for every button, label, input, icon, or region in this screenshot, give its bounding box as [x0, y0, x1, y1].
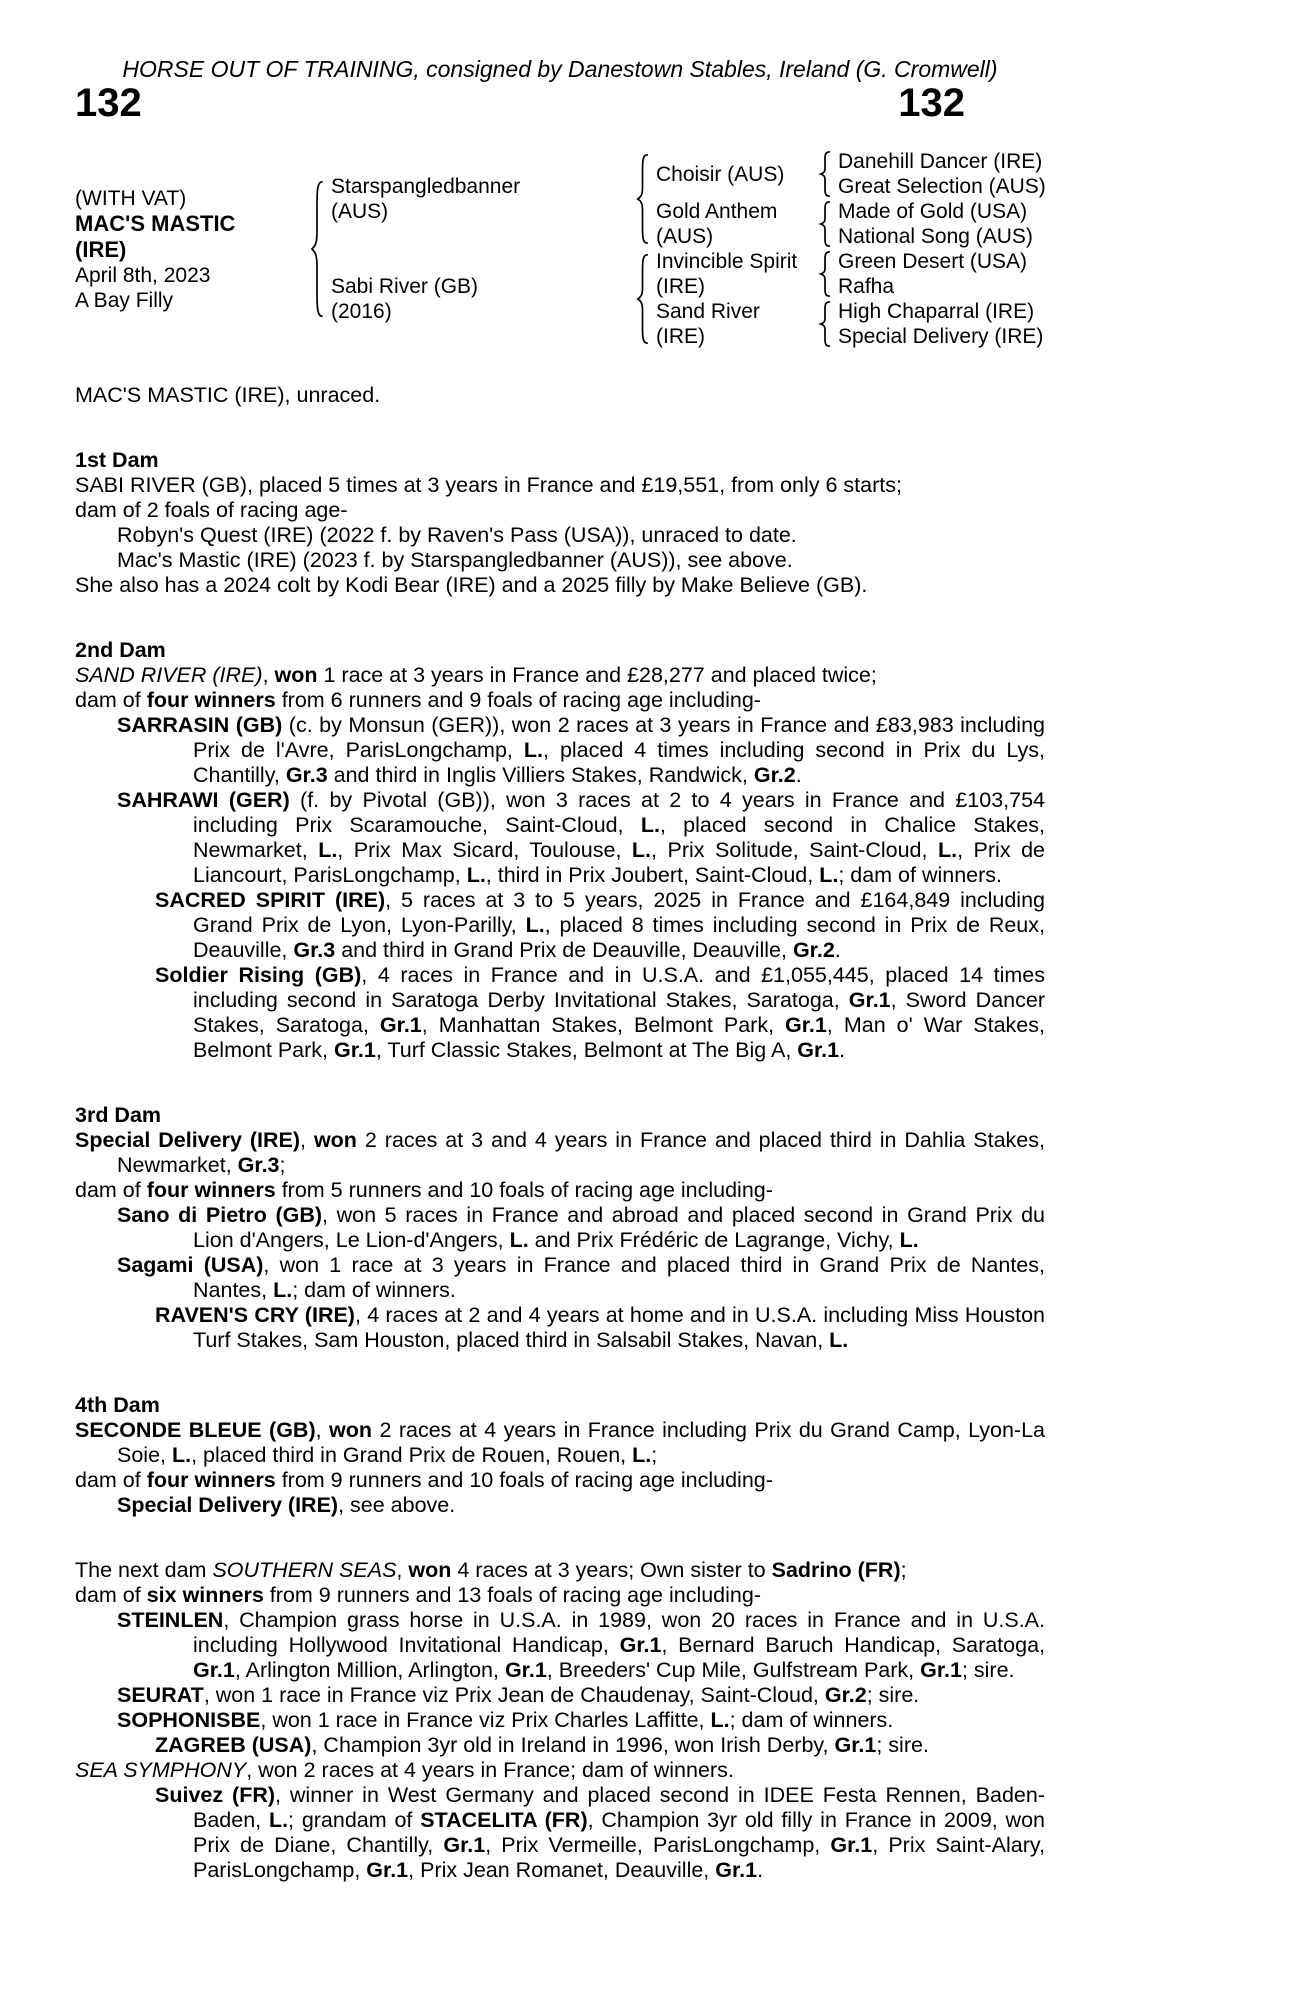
text-run: Robyn's Quest (IRE) (2022 f. by Raven's Pass (USA)), unraced to date.	[117, 523, 797, 547]
text-run: from 9 runners and 10 foals of racing age including-	[275, 1468, 773, 1492]
text-run: L.	[640, 813, 660, 837]
text-run: Gr.2	[792, 938, 835, 962]
catalogue-paragraph	[75, 888, 1045, 963]
pedigree-group	[656, 149, 1050, 199]
catalogue-paragraph	[75, 1733, 1045, 1758]
pedigree-group	[656, 199, 1050, 249]
text-run: Gr.1	[785, 1013, 827, 1037]
text-run: , won 2 races at 4 years in France; dam of winners.	[246, 1758, 734, 1782]
text-run: L.	[819, 863, 839, 887]
text-run: ; grandam of	[288, 1808, 421, 1832]
catalogue-paragraph	[75, 548, 1045, 573]
ancestor-name: Special Delivery (IRE)	[838, 325, 1044, 348]
text-run: Gr.1	[366, 1858, 409, 1882]
text-run: , 5 races at 3 to 5 years, 2025 in France and £164,849 including Grand Prix de Lyon, Lyon-Parilly,	[193, 888, 1045, 937]
text-run: .	[757, 1858, 764, 1882]
text-run: , won 1 race in France viz Prix Charles Laffitte,	[260, 1708, 711, 1732]
text-run: , won 5 races in France and abroad and placed second in Grand Prix du Lion d'Angers, Le Lion-d'Angers,	[193, 1203, 1045, 1252]
text-run: 2nd Dam	[75, 638, 166, 662]
catalogue-paragraph	[75, 498, 1045, 523]
section-heading	[75, 1393, 1045, 1418]
ancestor-name	[656, 162, 806, 187]
pedigree-brace-icon	[818, 251, 832, 297]
pedigree-brace-icon	[818, 151, 832, 197]
ancestor-name-line2: (IRE)	[656, 275, 705, 298]
text-run: L.	[466, 863, 486, 887]
catalogue-paragraph	[75, 473, 1045, 498]
dam-name-line2: (2016)	[331, 300, 392, 323]
text-run: ;	[900, 1558, 907, 1582]
text-run: L.	[268, 1808, 289, 1832]
text-run: , 4 races in France and in U.S.A. and £1,055,445, placed 14 times including second in Saratoga Derby Invitational Stakes, Saratoga,	[193, 963, 1046, 1012]
catalogue-paragraph	[75, 383, 1045, 408]
ancestor-name: National Song (AUS)	[838, 225, 1033, 248]
pedigree-pair	[838, 149, 1050, 199]
text-run: 3rd Dam	[75, 1103, 162, 1127]
text-run: won	[408, 1558, 452, 1582]
text-run: 2 races at 3 and 4 years in France and placed third in Dahlia Stakes, Newmarket,	[117, 1128, 1045, 1177]
lot-number-row	[75, 83, 965, 123]
catalogue-paragraph	[75, 788, 1045, 888]
text-run: ,	[300, 1128, 314, 1152]
text-run: , Champion grass horse in U.S.A. in 1989, won 20 races in France and in U.S.A. including Hollywood Invitational Handicap,	[193, 1608, 1045, 1657]
text-run: 4th Dam	[75, 1393, 160, 1417]
text-run: Gr.1	[830, 1833, 873, 1857]
text-run: STEINLEN	[117, 1608, 224, 1632]
dam-group	[331, 249, 1050, 349]
text-run: SECONDE BLEUE (GB)	[75, 1418, 316, 1442]
text-run: L.	[523, 738, 543, 762]
ancestor-name: High Chaparral (IRE)	[838, 300, 1035, 323]
text-run: , placed third in Grand Prix de Rouen, Rouen,	[191, 1443, 633, 1467]
text-run: , Manhattan Stakes, Belmont Park,	[421, 1013, 786, 1037]
text-run: L.	[632, 1443, 652, 1467]
text-run: Special Delivery (IRE)	[75, 1128, 301, 1152]
text-run: Gr.1	[715, 1858, 758, 1882]
text-run: L.	[829, 1328, 849, 1352]
text-run: ,	[262, 663, 275, 687]
generation-1-column	[331, 149, 1050, 349]
catalogue-paragraph	[75, 1583, 1045, 1608]
text-run: ZAGREB (USA)	[155, 1733, 312, 1757]
ancestor-name-line1: Invincible Spirit	[656, 250, 798, 273]
section-heading	[75, 1103, 1045, 1128]
text-run: Sano di Pietro (GB)	[117, 1203, 323, 1227]
text-run: Gr.3	[285, 763, 328, 787]
text-run: L.	[631, 838, 652, 862]
text-run: SEA SYMPHONY	[75, 1758, 247, 1782]
text-run: Sadrino (FR)	[771, 1558, 901, 1582]
text-run: Gr.1	[193, 1658, 235, 1682]
catalogue-paragraph	[75, 1203, 1045, 1253]
horse-details	[75, 186, 303, 313]
text-run: , placed second in Chalice Stakes, Newmarket,	[193, 813, 1045, 862]
text-run: ,	[396, 1558, 409, 1582]
text-run: from 5 runners and 10 foals of racing age including-	[275, 1178, 773, 1202]
pedigree-pair	[838, 199, 1050, 249]
text-run: ; dam of winners.	[292, 1278, 456, 1302]
text-run: Gr.1	[443, 1833, 486, 1857]
text-run: L.	[710, 1708, 730, 1732]
text-run: , Arlington Million, Arlington,	[234, 1658, 505, 1682]
text-run: ,	[315, 1418, 330, 1442]
text-run: L.	[509, 1228, 529, 1252]
text-run: Gr.1	[797, 1038, 840, 1062]
text-run: , Man o' War Stakes, Belmont Park,	[193, 1013, 1045, 1062]
text-run: RAVEN'S CRY (IRE)	[155, 1303, 355, 1327]
text-run: 4 races at 3 years; Own sister to	[451, 1558, 772, 1582]
text-run: .	[839, 1038, 846, 1062]
section-heading	[75, 638, 1045, 663]
text-run: ; dam of winners.	[729, 1708, 894, 1732]
text-run: , won 1 race at 3 years in France and placed third in Grand Prix de Nantes, Nantes,	[193, 1253, 1045, 1302]
text-run: MAC'S MASTIC (IRE), unraced.	[75, 383, 381, 407]
text-run: and third in Grand Prix de Deauville, Deauville,	[335, 938, 793, 962]
text-run: SARRASIN (GB)	[117, 713, 283, 737]
text-run: ; sire.	[866, 1683, 920, 1707]
ancestor-name-line1: Sand River (IRE)	[656, 300, 760, 348]
text-run: , Champion 3yr old in Ireland in 1996, won Irish Derby,	[311, 1733, 835, 1757]
text-run: ; sire.	[876, 1733, 929, 1757]
text-run: Gr.2	[824, 1683, 867, 1707]
text-run: , placed 4 times including second in Prix du Lys, Chantilly,	[193, 738, 1045, 787]
text-run: , Prix Max Sicard, Toulouse,	[337, 838, 632, 862]
text-run: (c. by Monsun (GER)), won 2 races at 3 years in France and £83,983 including Prix de l'Avre, ParisLongchamp,	[193, 713, 1045, 762]
catalogue-paragraph	[75, 1178, 1045, 1203]
lot-number-left: 132	[75, 81, 142, 125]
consignment-line: HORSE OUT OF TRAINING, consigned by Danestown Stables, Ireland (G. Cromwell)	[122, 56, 998, 82]
catalogue-paragraph	[75, 1608, 1045, 1683]
text-run: , Champion 3yr old filly in France in 2009, won Prix de Diane, Chantilly,	[193, 1808, 1045, 1857]
text-run: from 6 runners and 9 foals of racing age including-	[275, 688, 761, 712]
pedigree-brace-icon	[309, 179, 325, 319]
text-run: L.	[318, 838, 338, 862]
text-run: 1 race at 3 years in France and £28,277 and placed twice;	[317, 663, 877, 687]
text-run: Special Delivery (IRE)	[117, 1493, 339, 1517]
text-run: ; dam of winners.	[838, 863, 1003, 887]
text-run: L.	[171, 1443, 192, 1467]
text-run: SOUTHERN SEAS	[212, 1558, 397, 1582]
text-run: four winners	[146, 1468, 276, 1492]
text-run: STACELITA (FR)	[420, 1808, 588, 1832]
text-run: , Breeders' Cup Mile, Gulfstream Park,	[546, 1658, 921, 1682]
sire-name-line2: (AUS)	[331, 200, 389, 223]
catalogue-paragraph	[75, 1683, 1045, 1708]
text-run: dam of	[75, 1178, 147, 1202]
lot-number-right: 132	[898, 81, 965, 125]
text-run: SABI RIVER (GB), placed 5 times at 3 years in France and £19,551, from only 6 starts;	[75, 473, 902, 497]
text-run: .	[834, 938, 841, 962]
text-run: , Sword Dancer Stakes, Saratoga,	[193, 988, 1045, 1037]
ancestor-name: Great Selection (AUS)	[838, 175, 1046, 198]
pedigree-pair	[838, 249, 1050, 299]
catalogue-paragraph	[75, 1468, 1045, 1493]
catalogue-paragraph	[75, 1558, 1045, 1583]
text-run: four winners	[146, 1178, 276, 1202]
text-run: , Prix Saint-Alary, ParisLongchamp,	[193, 1833, 1045, 1882]
text-run: dam of	[75, 1468, 147, 1492]
catalogue-paragraph	[75, 1708, 1045, 1733]
text-run: L.	[525, 913, 545, 937]
text-run: 2 races at 4 years in France including Prix du Grand Camp, Lyon-La Soie,	[117, 1418, 1045, 1467]
vat-note: (WITH VAT)	[75, 186, 187, 210]
text-run: ;	[651, 1443, 658, 1467]
pedigree-group	[656, 249, 1050, 299]
ancestor-name: Green Desert (USA)	[838, 250, 1028, 273]
text-run: , Bernard Baruch Handicap, Saratoga,	[661, 1633, 1046, 1657]
text-run: , Prix Vermeille, ParisLongchamp,	[485, 1833, 831, 1857]
text-run: Sagami (USA)	[117, 1253, 264, 1277]
text-run: won	[329, 1418, 373, 1442]
catalogue-paragraph	[75, 1303, 1045, 1353]
pedigree-brace-icon	[818, 301, 832, 347]
text-run: Gr.1	[334, 1038, 376, 1062]
text-run: Gr.3	[237, 1153, 280, 1177]
dam-name-line1: Sabi River (GB)	[331, 275, 479, 298]
text-run: , won 1 race in France viz Prix Jean de Chaudenay, Saint-Cloud,	[203, 1683, 825, 1707]
text-run: L.	[273, 1278, 293, 1302]
catalogue-paragraph	[75, 1253, 1045, 1303]
ancestor-name: Rafha	[838, 275, 895, 298]
catalogue-paragraph	[75, 663, 1045, 688]
dam-name	[331, 274, 543, 324]
text-run: and third in Inglis Villiers Stakes, Randwick,	[327, 763, 754, 787]
catalogue-paragraph	[75, 713, 1045, 788]
sire-parents-column	[656, 149, 1050, 249]
text-run: , third in Prix Joubert, Saint-Cloud,	[485, 863, 820, 887]
text-run: , Turf Classic Stakes, Belmont at The Big A,	[375, 1038, 798, 1062]
text-run: dam of	[75, 688, 147, 712]
text-run: SAHRAWI (GER)	[117, 788, 290, 812]
section-heading	[75, 448, 1045, 473]
pedigree-group	[656, 299, 1050, 349]
sire-name	[331, 174, 543, 224]
text-run: ; sire.	[961, 1658, 1015, 1682]
text-run: She also has a 2024 colt by Kodi Bear (IRE) and a 2025 filly by Make Believe (GB).	[75, 573, 868, 597]
catalogue-paragraph	[75, 963, 1045, 1063]
text-run: dam of	[75, 1583, 147, 1607]
catalogue-paragraph	[75, 523, 1045, 548]
text-run: dam of 2 foals of racing age-	[75, 498, 348, 522]
text-run: won	[274, 663, 318, 687]
text-run: SAND RIVER (IRE)	[75, 663, 263, 687]
text-run: four winners	[146, 688, 276, 712]
ancestor-name: Danehill Dancer (IRE)	[838, 150, 1043, 173]
catalogue-paragraph	[75, 1758, 1045, 1783]
ancestor-name	[656, 199, 806, 249]
text-run: The next dam	[75, 1558, 213, 1582]
text-run: Gr.2	[753, 763, 796, 787]
text-run: ;	[279, 1153, 286, 1177]
ancestor-name-line1: Choisir (AUS)	[656, 162, 785, 186]
catalogue-paragraph	[75, 1493, 1045, 1518]
text-run: Gr.1	[504, 1658, 547, 1682]
catalogue-paragraph	[75, 1418, 1045, 1468]
pedigree-brace-icon	[635, 153, 650, 245]
text-run: , Prix Jean Romanet, Deauville,	[408, 1858, 716, 1882]
text-run: six winners	[146, 1583, 264, 1607]
text-run: Gr.3	[293, 938, 336, 962]
ancestor-name-line1: Gold Anthem	[656, 200, 778, 223]
text-run: L.	[937, 838, 958, 862]
catalogue-paragraph	[75, 1783, 1045, 1883]
text-run: Mac's Mastic (IRE) (2023 f. by Starspangledbanner (AUS)), see above.	[117, 548, 793, 572]
text-run: L.	[899, 1228, 919, 1252]
text-run: Gr.1	[834, 1733, 877, 1757]
color-sex: A Bay Filly	[75, 288, 174, 312]
text-run: Gr.1	[379, 1013, 422, 1037]
catalogue-paragraph	[75, 1128, 1045, 1178]
text-run: and Prix Frédéric de Lagrange, Vichy,	[528, 1228, 900, 1252]
text-run: SEURAT	[117, 1683, 204, 1707]
text-run: , 4 races at 2 and 4 years at home and in U.S.A. including Miss Houston Turf Stakes, Sam Houston, placed third in Salsabil Stakes, Navan,	[193, 1303, 1045, 1352]
pedigree-brace-icon	[818, 201, 832, 247]
horse-name: MAC'S MASTIC (IRE)	[75, 210, 236, 262]
ancestor-name-line2: (AUS)	[656, 225, 714, 248]
catalogue-text	[75, 383, 1045, 1883]
pedigree-pair	[838, 299, 1050, 349]
text-run: Suivez (FR)	[155, 1783, 276, 1807]
text-run: (f. by Pivotal (GB)), won 3 races at 2 to 4 years in France and £103,754 including Prix Scaramouche, Saint-Cloud,	[193, 788, 1045, 837]
text-run: Gr.1	[920, 1658, 962, 1682]
text-run: 1st Dam	[75, 448, 159, 472]
pedigree-table	[75, 149, 1315, 349]
catalogue-paragraph	[75, 688, 1045, 713]
dam-parents-column	[656, 249, 1050, 349]
text-run: , Prix de Liancourt, ParisLongchamp,	[193, 838, 1045, 887]
text-run: , see above.	[338, 1493, 456, 1517]
text-run: , placed 8 times including second in Prix de Reux, Deauville,	[193, 913, 1045, 962]
catalogue-paragraph	[75, 573, 1045, 598]
text-run: SOPHONISBE	[117, 1708, 261, 1732]
sire-name-line1: Starspangledbanner	[331, 175, 521, 198]
text-run: SACRED SPIRIT (IRE)	[155, 888, 386, 912]
text-run: .	[795, 763, 802, 787]
sire-group	[331, 149, 1050, 249]
pedigree-brace-icon	[635, 253, 650, 345]
foal-date: April 8th, 2023	[75, 263, 211, 287]
text-run: Soldier Rising (GB)	[155, 963, 362, 987]
text-run: , Prix Solitude, Saint-Cloud,	[651, 838, 938, 862]
ancestor-name: Made of Gold (USA)	[838, 200, 1028, 223]
ancestor-name	[656, 249, 806, 299]
text-run: , winner in West Germany and placed second in IDEE Festa Rennen, Baden-Baden,	[193, 1783, 1045, 1832]
text-run: Gr.1	[848, 988, 891, 1012]
text-run: Gr.1	[619, 1633, 662, 1657]
text-run: won	[313, 1128, 357, 1152]
ancestor-name	[656, 299, 806, 349]
text-run: from 9 runners and 13 foals of racing age including-	[263, 1583, 761, 1607]
